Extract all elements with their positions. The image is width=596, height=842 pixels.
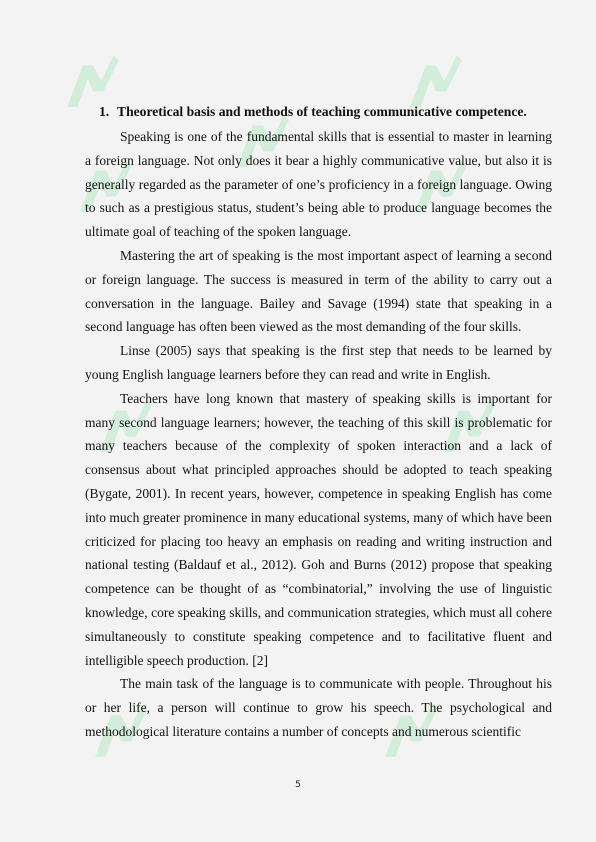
paragraph: Mastering the art of speaking is the most important aspect of learning a second or foreign language. The success is measured in term of the ability to carry out a conversation in the language. Bailey and Savage (1994) state that speaking in a second language has often been viewed as the most demanding of the four skills.	[85, 247, 552, 335]
paragraph: Teachers have long known that mastery of speaking skills is important for many second language learners; however, the teaching of this skill is problematic for many teachers because of the complexity of spoken interaction and a lack of consensus about what principled approaches should be adopted to teach speaking (Bygate, 2001). In recent years, however, competence in speaking English has come into much greater prominence in many educational systems, many of which have been criticized for placing too heavy an emphasis on reading and writing instruction and national testing (Baldauf et al., 2012). Goh and Burns (2012) propose that speaking competence can be thought of as “combinatorial,” involving the use of linguistic knowledge, core speaking skills, and communication strategies, which must all cohere simultaneously to constitute speaking competence and to facilitative fluent and intelligible speech production. [2]	[85, 390, 552, 668]
section-heading	[99, 102, 552, 122]
paragraph: Linse (2005) says that speaking is the first step that needs to be learned by young English language learners before they can read and write in English.	[85, 343, 552, 382]
page-number: 5	[295, 780, 301, 790]
paragraph: The main task of the language is to communicate with people. Throughout his or her life, a person will continue to grow his speech. The psychological and methodological literature contains a number of concepts and numerous scientific	[85, 676, 552, 739]
paragraph: Speaking is one of the fundamental skills that is essential to master in learning a foreign language. Not only does it bear a highly communicative value, but also it is generally regarded as the parameter of one’s proficiency in a foreign language. Owing to such as a prestigious status, student’s being able to produce language becomes the ultimate goal of teaching of the spoken language.	[85, 129, 552, 240]
section-heading-number: 1.	[99, 104, 110, 119]
document-body	[85, 102, 552, 744]
section-heading-text: Theoretical basis and methods of teaching communicative competence.	[117, 104, 527, 119]
